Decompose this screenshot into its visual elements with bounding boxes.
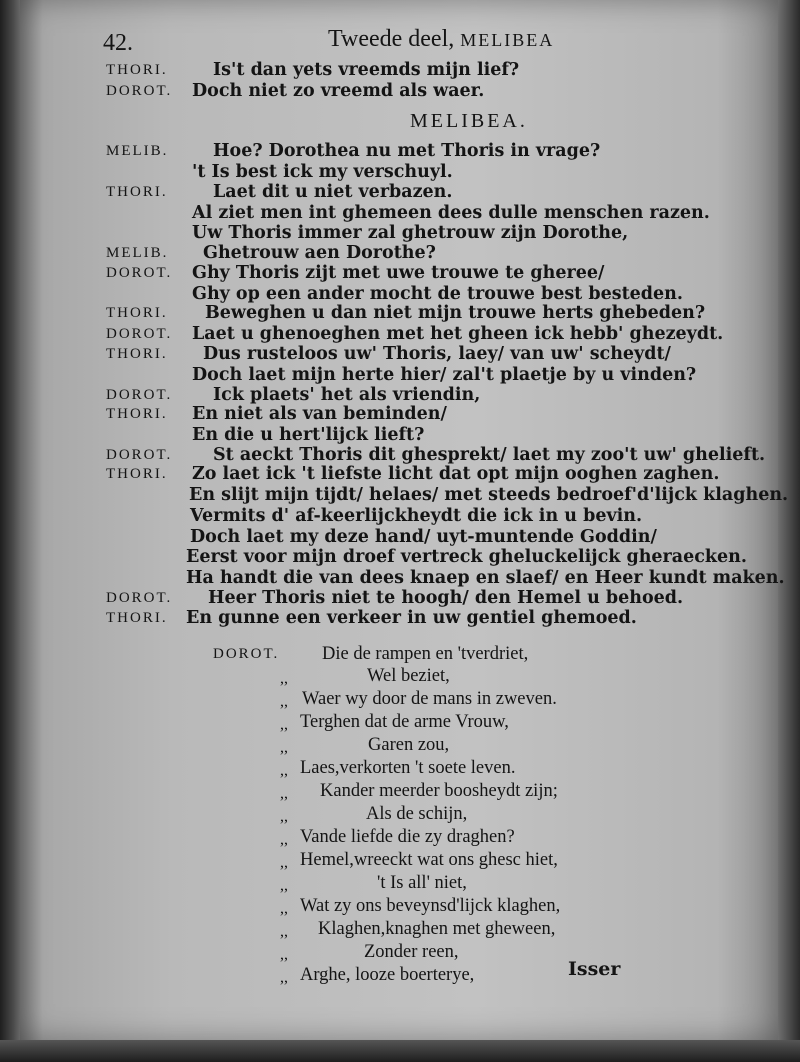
running-title xyxy=(328,26,554,53)
verse-line: Vermits d' af-keerlijckheydt die ick in u bevin. xyxy=(190,506,643,526)
quote-mark: ,, xyxy=(280,739,288,756)
verse-line: Eerst voor mijn droef vertreck gheluckelijck gheraecken. xyxy=(186,547,747,567)
verse-line: 't Is best ick my verschuyl. xyxy=(192,162,453,182)
speaker-label: THORI. xyxy=(106,305,168,321)
verse-line: Al ziet men int ghemeen dees dulle menschen razen. xyxy=(192,203,710,223)
quote-mark: ,, xyxy=(280,900,288,917)
verse-line: Beweghen u dan niet mijn trouwe herts ghebeden? xyxy=(205,303,706,323)
verse-line: Uw Thoris immer zal ghetrouw zijn Dorothe, xyxy=(192,223,629,243)
quote-mark: ,, xyxy=(280,808,288,825)
running-title-text: Tweede deel, xyxy=(328,26,461,52)
speaker-label: THORI. xyxy=(106,62,168,78)
quote-mark: ,, xyxy=(280,785,288,802)
quote-mark: ,, xyxy=(280,762,288,779)
verse-line: St aeckt Thoris dit ghesprekt/ laet my zoo't uw' ghelieft. xyxy=(213,445,766,465)
song-line: Als de schijn, xyxy=(366,804,468,824)
facing-page-edge xyxy=(778,0,800,1062)
speaker-label: DOROT. xyxy=(106,447,173,463)
song-line: 't Is all' niet, xyxy=(377,873,467,893)
speaker-label: DOROT. xyxy=(106,83,173,99)
verse-line: Dus rusteloos uw' Thoris, laey/ van uw' scheydt/ xyxy=(203,344,671,364)
verse-line: Ghy op een ander mocht de trouwe best besteden. xyxy=(192,284,683,304)
speaker-label: DOROT. xyxy=(106,265,173,281)
verse-line: Ick plaets' het als vriendin, xyxy=(213,385,481,405)
song-line: Waer wy door de mans in zweven. xyxy=(302,689,557,709)
speaker-label: THORI. xyxy=(106,346,168,362)
verse-line: Ghetrouw aen Dorothe? xyxy=(203,243,436,263)
song-line: Laes,verkorten 't soete leven. xyxy=(300,758,516,778)
quote-mark: ,, xyxy=(280,716,288,733)
book-gutter-shadow xyxy=(0,0,22,1062)
verse-line: Laet u ghenoeghen met het gheen ick hebb' ghezeydt. xyxy=(192,324,724,344)
song-line: Vande liefde die zy draghen? xyxy=(300,827,515,847)
song-line: Terghen dat de arme Vrouw, xyxy=(300,712,509,732)
quote-mark: ,, xyxy=(280,877,288,894)
song-line: Zonder reen, xyxy=(364,942,459,962)
catchword: Isser xyxy=(568,958,621,980)
page-number: 42. xyxy=(103,30,133,56)
song-line: Klaghen,knaghen met gheween, xyxy=(318,919,556,939)
verse-line: Is't dan yets vreemds mijn lief? xyxy=(213,60,520,80)
speaker-label: MELIB. xyxy=(106,143,169,159)
quote-mark: ,, xyxy=(280,854,288,871)
speaker-label: THORI. xyxy=(106,466,168,482)
speaker-label: THORI. xyxy=(106,610,168,626)
quote-mark: ,, xyxy=(280,693,288,710)
speaker-label: THORI. xyxy=(106,184,168,200)
book-bottom-edge xyxy=(0,1040,800,1062)
speaker-label: MELIB. xyxy=(106,245,169,261)
verse-line: Ha handt die van dees knaep en slaef/ en Heer kundt maken. xyxy=(186,568,785,588)
verse-line: En die u hert'lijck lieft? xyxy=(192,425,425,445)
song-line: Hemel,wreeckt wat ons ghesc hiet, xyxy=(300,850,558,870)
song-line: Wel beziet, xyxy=(367,666,450,686)
verse-line: Doch laet mijn herte hier/ zal't plaetje by u vinden? xyxy=(192,365,697,385)
song-line: Kander meerder boosheydt zijn; xyxy=(320,781,558,801)
song-line: Wat zy ons beveynsd'lijck klaghen, xyxy=(300,896,561,916)
verse-line: En slijt mijn tijdt/ helaes/ met steeds bedroef'd'lijck klaghen. xyxy=(189,485,789,505)
scene-heading: MELIBEA. xyxy=(410,110,528,132)
verse-line: Ghy Thoris zijt met uwe trouwe te gheree/ xyxy=(192,263,605,283)
speaker-label: THORI. xyxy=(106,406,168,422)
song-speaker-label: DOROT. xyxy=(213,646,280,662)
verse-line: En niet als van beminden/ xyxy=(192,404,447,424)
verse-line: Hoe? Dorothea nu met Thoris in vrage? xyxy=(213,141,601,161)
song-line: Arghe, looze boerterye, xyxy=(300,965,475,985)
verse-line: Laet dit u niet verbazen. xyxy=(213,182,453,202)
quote-mark: ,, xyxy=(280,670,288,687)
speaker-label: DOROT. xyxy=(106,387,173,403)
quote-mark: ,, xyxy=(280,946,288,963)
verse-line: Heer Thoris niet te hoogh/ den Hemel u behoed. xyxy=(208,588,684,608)
verse-line: Doch niet zo vreemd als waer. xyxy=(192,81,485,101)
running-title-name: MELIBEA xyxy=(460,30,555,50)
speaker-label: DOROT. xyxy=(106,590,173,606)
quote-mark: ,, xyxy=(280,831,288,848)
verse-line: Doch laet my deze hand/ uyt-muntende Goddin/ xyxy=(190,527,657,547)
song-line: Garen zou, xyxy=(368,735,450,755)
verse-line: Zo laet ick 't liefste licht dat opt mijn ooghen zaghen. xyxy=(192,464,720,484)
speaker-label: DOROT. xyxy=(106,326,173,342)
quote-mark: ,, xyxy=(280,923,288,940)
verse-line: En gunne een verkeer in uw gentiel ghemoed. xyxy=(186,608,637,628)
quote-mark: ,, xyxy=(280,969,288,986)
song-line: Die de rampen en 'tverdriet, xyxy=(322,644,529,664)
